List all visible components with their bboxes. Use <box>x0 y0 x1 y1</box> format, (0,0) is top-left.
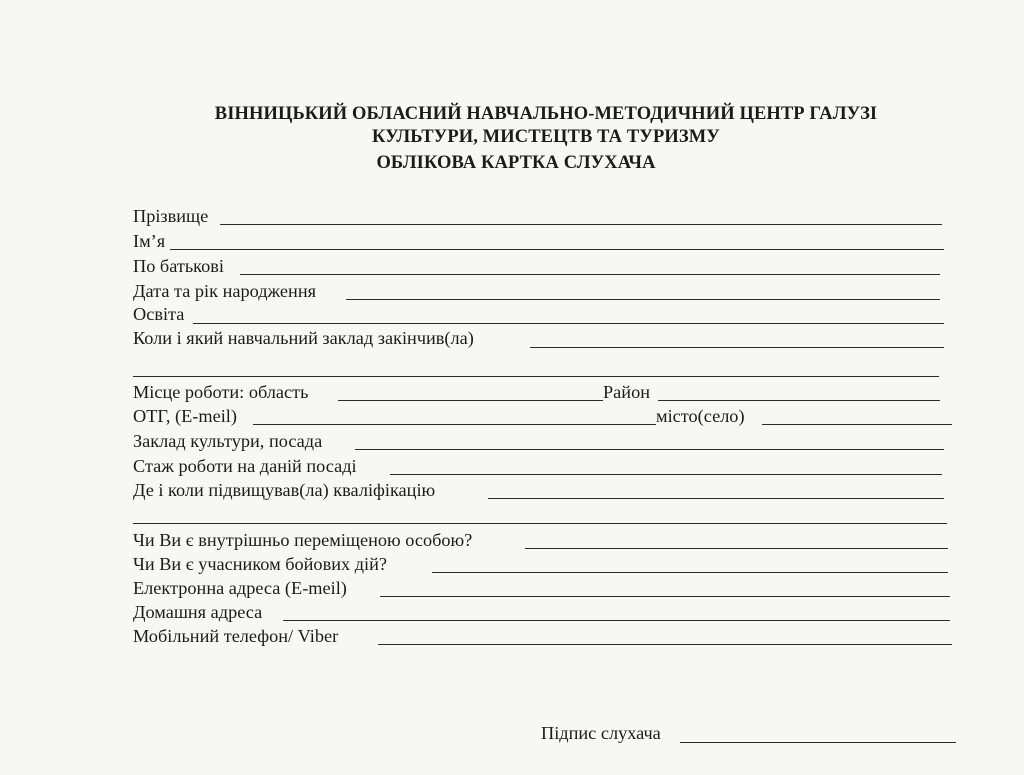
patronymic-label: По батькові <box>133 256 224 276</box>
workplace-region-field[interactable] <box>338 400 603 401</box>
surname-label: Прізвище <box>133 206 209 226</box>
displaced-label: Чи Ви є внутрішньо переміщеною особою? <box>133 530 473 550</box>
page-title: ОБЛІКОВА КАРТКА СЛУХАЧА <box>376 153 656 173</box>
home-address-label: Домашня адреса <box>133 602 263 622</box>
education-label: Освіта <box>133 304 185 324</box>
header-line-1: ВІННИЦЬКИЙ ОБЛАСНИЙ НАВЧАЛЬНО-МЕТОДИЧНИЙ ЦЕНТР ГАЛУЗІ <box>214 104 878 124</box>
patronymic-field[interactable] <box>240 274 940 275</box>
experience-label: Стаж роботи на даній посаді <box>133 456 357 476</box>
otg-field[interactable] <box>253 424 656 425</box>
email-field[interactable] <box>380 596 950 597</box>
district-label: Район <box>603 382 650 402</box>
home-address-field[interactable] <box>283 620 950 621</box>
city-field[interactable] <box>762 424 952 425</box>
institution-position-field[interactable] <box>355 449 944 450</box>
name-label: Ім’я <box>133 231 166 251</box>
qualification-field-continued[interactable] <box>133 523 947 524</box>
qualification-label: Де і коли підвищував(ла) кваліфікацію <box>133 480 436 500</box>
otg-label: ОТГ, (E-meil) <box>133 406 237 426</box>
combatant-label: Чи Ви є учасником бойових дій? <box>133 554 387 574</box>
phone-field[interactable] <box>378 644 952 645</box>
surname-field[interactable] <box>220 224 942 225</box>
signature-field[interactable] <box>680 742 956 743</box>
district-field[interactable] <box>658 400 940 401</box>
combatant-field[interactable] <box>432 572 948 573</box>
birth-date-label: Дата та рік народження <box>133 281 317 301</box>
graduated-label: Коли і який навчальний заклад закінчив(ла) <box>133 328 474 348</box>
qualification-field[interactable] <box>488 498 944 499</box>
graduated-field[interactable] <box>530 347 944 348</box>
phone-label: Мобільний телефон/ Viber <box>133 626 339 646</box>
displaced-field[interactable] <box>525 548 948 549</box>
graduated-field-continued[interactable] <box>133 376 939 377</box>
experience-field[interactable] <box>390 474 942 475</box>
header-line-2: КУЛЬТУРИ, МИСТЕЦТВ ТА ТУРИЗМУ <box>372 127 720 147</box>
email-label: Електронна адреса (E-meil) <box>133 578 347 598</box>
institution-position-label: Заклад культури, посада <box>133 431 323 451</box>
workplace-region-label: Місце роботи: область <box>133 382 309 402</box>
city-label: місто(село) <box>656 406 745 426</box>
name-field[interactable] <box>170 249 944 250</box>
education-field[interactable] <box>193 323 944 324</box>
birth-date-field[interactable] <box>346 299 940 300</box>
signature-label: Підпис слухача <box>541 723 661 743</box>
